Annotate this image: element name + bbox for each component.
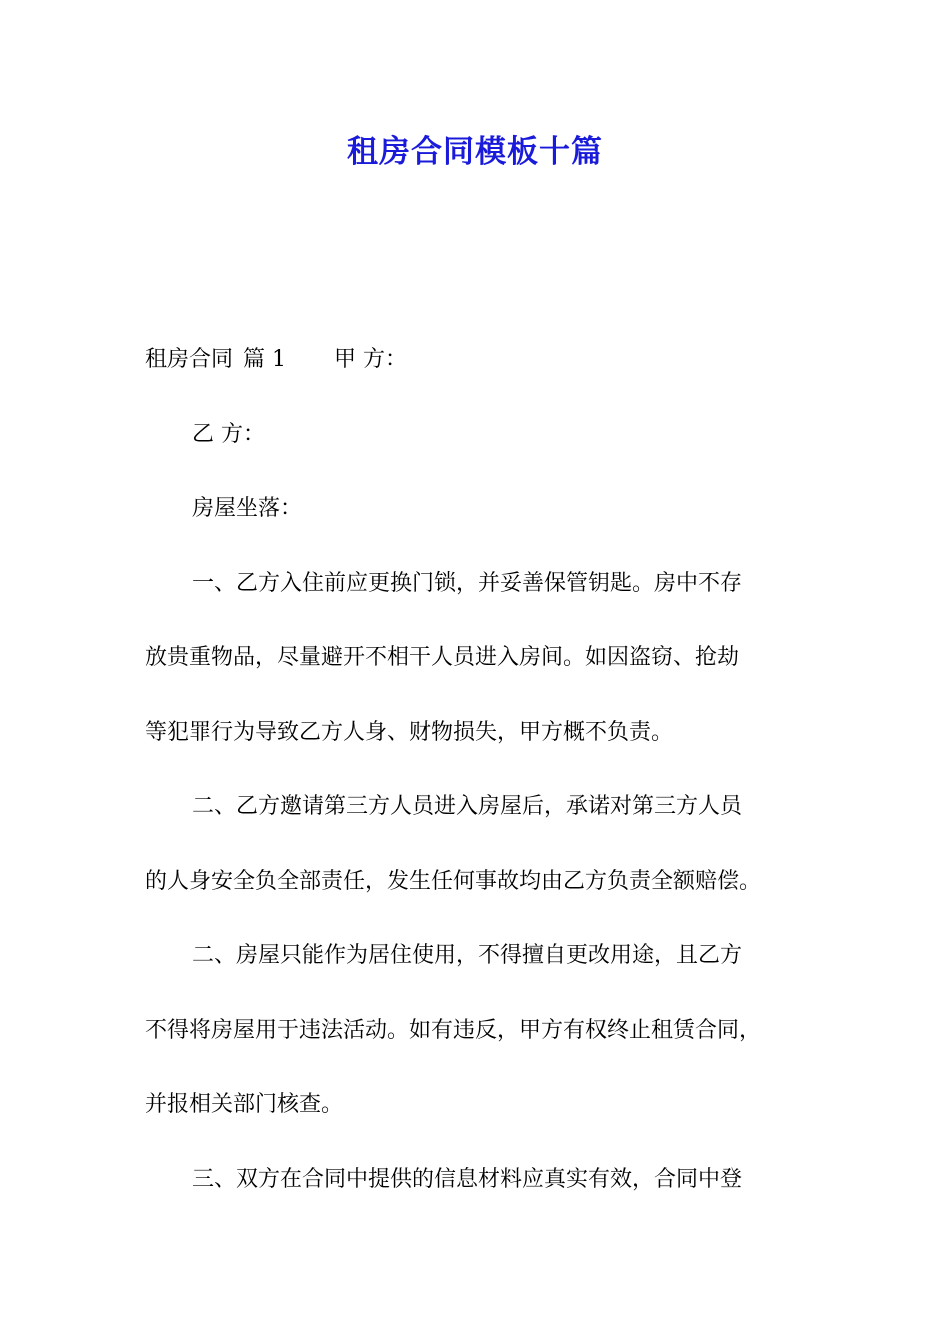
text-line: 二、乙方邀请第三方人员进入房屋后，承诺对第三方人员 xyxy=(192,794,743,819)
section-number: 篇 1 xyxy=(243,347,287,372)
contract-header-line xyxy=(145,336,825,411)
document-lines xyxy=(145,411,825,1231)
text-line: 的人身安全负全部责任，发生任何事故均由乙方负责全额赔偿。 xyxy=(145,868,762,894)
text-line: 二、房屋只能作为居住使用，不得擅自更改用途，且乙方 xyxy=(192,943,743,968)
party-a-label: 甲 方： xyxy=(334,347,408,372)
text-line: 房屋坐落： xyxy=(192,496,303,521)
text-line: 等犯罪行为导致乙方人身、财物损失，甲方概不负责。 xyxy=(145,719,674,745)
document-body xyxy=(145,336,825,1230)
text-line: 乙 方： xyxy=(192,421,265,447)
text-line: 一、乙方入住前应更换门锁，并妥善保管钥匙。房中不存 xyxy=(192,570,743,596)
text-line: 三、双方在合同中提供的信息材料应真实有效，合同中登 xyxy=(192,1166,743,1192)
text-line: 放贵重物品，尽量避开不相干人员进入房间。如因盗窃、抢劫 xyxy=(145,645,740,670)
contract-heading: 租房合同 xyxy=(145,347,234,372)
text-line: 并报相关部门核查。 xyxy=(145,1092,344,1117)
document-title: 租房合同模板十篇 xyxy=(347,134,603,170)
text-line: 不得将房屋用于违法活动。如有违反，甲方有权终止租赁合同， xyxy=(145,1017,762,1043)
